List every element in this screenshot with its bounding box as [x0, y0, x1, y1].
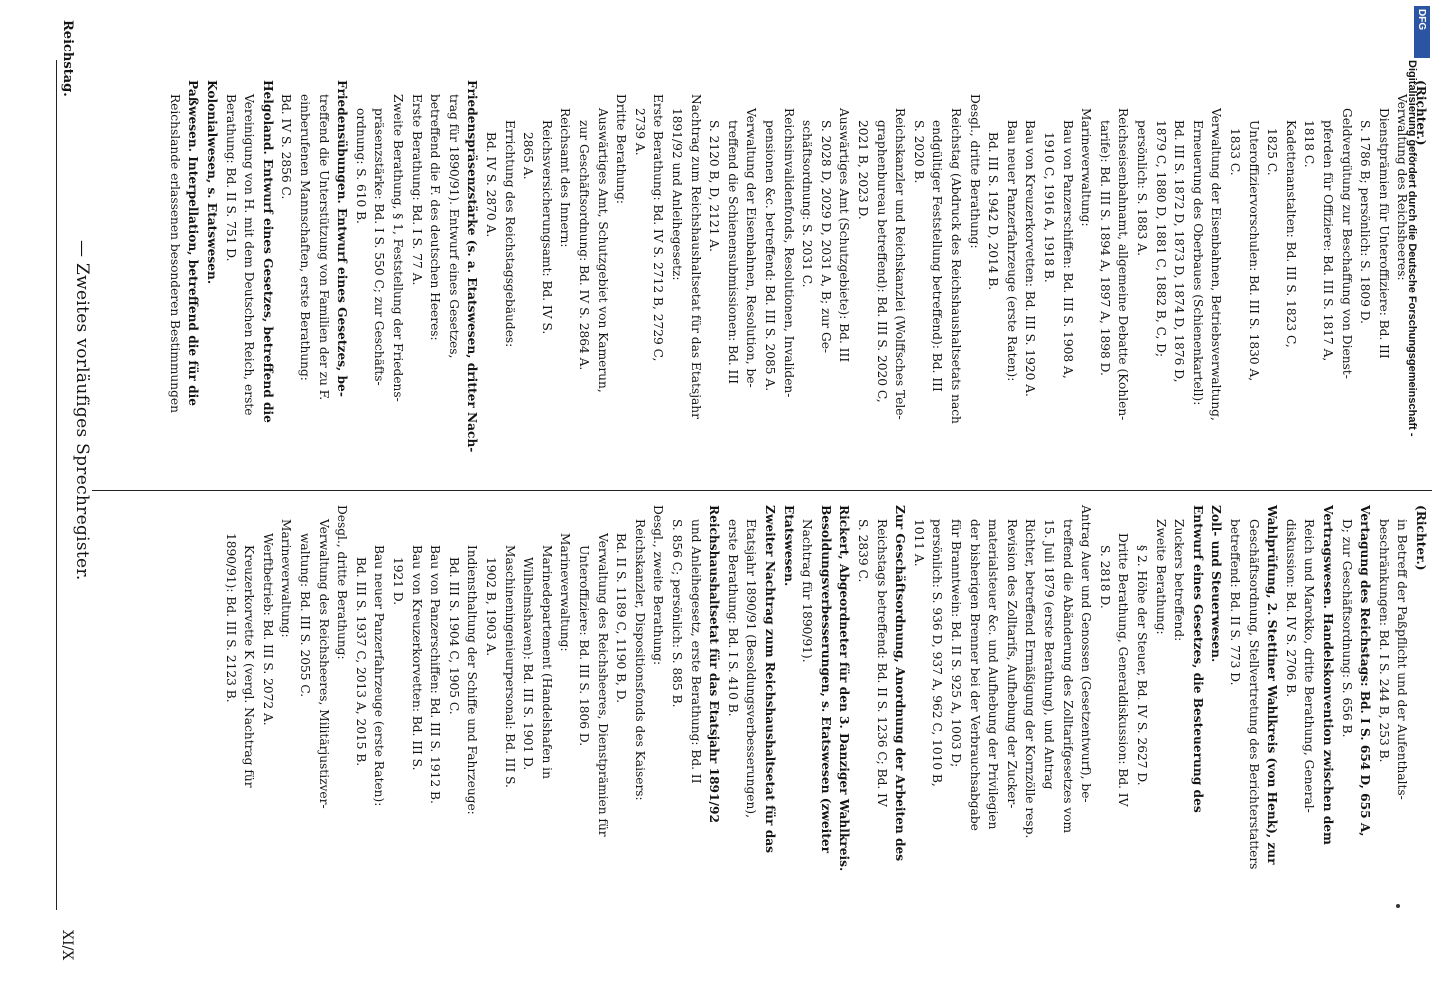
left-column-line: Verwaltung der Eisenbahnen, Resolution, be-: [744, 108, 759, 388]
left-column-line: Bd. III S. 1942 D, 2014 B.: [986, 132, 1001, 291]
right-column-line: Werftbetrieb: Bd. III S. 2072 A.: [260, 533, 275, 726]
left-column-line: schäftsordnung: S. 2031 C.: [800, 120, 815, 288]
right-column-line: Verwaltung des Reichsheeres, Dienstprämien für: [595, 533, 610, 837]
right-column-line: Zoll- und Steuerwesen.: [1209, 505, 1224, 663]
right-column-line: Zuckers betreffend:: [1172, 519, 1187, 642]
right-column-line: Desgl., dritte Berathung:: [335, 505, 350, 660]
left-column-line: Berathung: Bd. II S. 751 D.: [223, 94, 238, 262]
right-column-line: waltung: Bd. III S. 2055 C.: [298, 533, 312, 698]
right-column-line: 1921 D.: [391, 557, 405, 606]
digitization-watermark: [1400, 60, 1420, 1000]
left-column-line: Bau von Kreuzerkorvetten: Bd. III S. 1920 A.: [1023, 120, 1038, 397]
left-column-line: endgültiger Feststellung betreffend): Bd. III: [930, 120, 945, 392]
left-column-line: Reichstag (Abdruck des Reichshaushaltsetats nach: [949, 108, 963, 424]
left-column-line: persönlich: S. 1883 A.: [1135, 120, 1149, 256]
right-column-line: Revision des Zolltarifs, Aufhebung der Zucker-: [1004, 519, 1019, 809]
right-column-line: materialsteuer &c. und Aufhebung der Privilegien: [986, 519, 1001, 830]
right-column-line: für Branntwein: Bd. II S. 925 A, 1003 D;: [949, 519, 963, 768]
right-column-line: Marineverwaltung:: [279, 519, 294, 638]
left-column-line: treffend die Schienensubmissionen: Bd. III: [725, 120, 740, 385]
right-column-line: 15. Juli 1879 (erste Berathung), und Antrag: [1042, 519, 1056, 790]
right-column-line: D; zur Geschäftsordnung: S. 656 B.: [1339, 519, 1354, 738]
left-column-line: einberufenen Mannschaften, erste Berathung:: [298, 94, 312, 381]
page-number: XI/X: [59, 930, 75, 961]
left-column-line: Reichskanzler und Reichskanzlei (Wolffsches Tele-: [893, 108, 908, 420]
right-column-line: Etatswesen.: [781, 505, 796, 587]
right-column-line: Reichskanzler, Dispositionsfonds des Kaisers:: [632, 519, 647, 801]
left-column-line: Erste Berathung: Bd. I S. 77 A.: [409, 94, 424, 286]
left-column-line: Verwaltung des Reichsheeres:: [1395, 94, 1410, 281]
right-column-line: Reich und Marokko, dritte Berathung, General-: [1302, 519, 1317, 813]
left-column-line: graphenbureau betreffend): Bd. III S. 2020 C,: [874, 120, 889, 403]
dfg-logo: [1414, 6, 1430, 58]
left-column-line: Reichsinvalidenfonds, Resolutionen, Invaliden-: [781, 108, 796, 398]
left-column-line: S. 2028 D, 2029 D, 2031 A, B; zur Ge-: [818, 120, 833, 354]
left-column-line: Kadettenanstalten: Bd. III S. 1823 C,: [1283, 120, 1298, 348]
right-column-line: Etatsjahr 1890/91 (Besoldungsverbesserungen),: [744, 519, 759, 818]
left-column-line: S. 1786 B; persönlich: S. 1809 D.: [1358, 120, 1373, 324]
right-column-line: Unteroffiziere: Bd. III S. 1806 D.: [577, 545, 591, 747]
right-column-line: persönlich: S. 936 D, 937 A, 962 C, 1010 B,: [930, 519, 945, 787]
left-column-line: Dienstprämien für Unteroffiziere: Bd. III: [1376, 108, 1391, 359]
left-column-line: treffend die Unterstützung von Familien der zu F.: [316, 94, 331, 401]
right-column-lines: [92, 505, 1432, 925]
left-column-line: Paßwesen. Interpellation, betreffend die für die: [186, 80, 201, 407]
left-column-line: Reichseisenbahnamt, allgemeine Debatte (Kohlen-: [1116, 108, 1131, 421]
right-column: [92, 505, 1432, 925]
right-column-line: Maschineningenieurpersonal: Bd. III S.: [502, 545, 517, 788]
right-column-line: Geschäftsordnung, Stellvertretung des Berichterstatters: [1246, 519, 1261, 870]
header-title: — Zweites vorläufiges Sprechregister.: [72, 240, 92, 581]
left-column-line: Reichsversicherungsamt: Bd. IV S.: [539, 120, 554, 335]
right-column-line: Kreuzerkorvette K (vergl. Nachtrag für: [242, 545, 257, 788]
right-column-line: beschränkungen: Bd. I S. 244 B, 253 B.: [1376, 519, 1391, 763]
right-column-line: Vertagung des Reichstags: Bd. I S. 654 D, 655 A,: [1358, 505, 1373, 837]
right-column-line: 1902 B, 1903 A.: [484, 557, 498, 657]
right-column-line: Indiensthaltung der Schiffe und Fahrzeuge:: [465, 545, 480, 815]
right-column-line: Richter, betreffend Ermäßigung der Kornzölle resp.: [1023, 519, 1038, 839]
right-column-line: Dritte Berathung, Generaldiskussion: Bd. IV: [1116, 533, 1131, 807]
left-column-line: ordnung: S. 610 B.: [353, 108, 368, 224]
left-column-line: Bau neuer Panzerfahrzeuge (erste Raten):: [1004, 120, 1019, 382]
left-column-line: Desgl., dritte Berathung:: [967, 94, 982, 249]
left-column-line: (Richter.): [1414, 80, 1428, 146]
left-column-line: Friedensübungen. Entwurf eines Gesetzes, be-: [335, 80, 350, 397]
left-column-line: Unteroffiziervorschulen: Bd. III S. 1830 A,: [1246, 120, 1261, 382]
right-column-line: Reichshaushaltsetat für das Etatsjahr 1891/92: [707, 505, 722, 823]
right-column-line: 1890/91): Bd. III S. 2123 B.: [223, 533, 238, 703]
left-column-line: Friedenspräsenzstärke (s. a. Etatswesen, dritter Nach-: [465, 80, 480, 453]
right-column-line: Bd. III S. 1904 C, 1905 C.: [446, 557, 461, 715]
watermark-text: Digitalisierung gefördert durch die Deutsche Forschungsgemeinschaft -: [1406, 60, 1418, 437]
right-column-line: Marineverwaltung:: [558, 533, 573, 652]
left-column-line: Bd. III S. 1872 D, 1873 D, 1874 D, 1876 D,: [1172, 120, 1187, 383]
left-column-line: 2739 A.: [632, 108, 647, 156]
right-column-line: S. 2839 C.: [856, 519, 870, 583]
right-column-line: Bau von Panzerschiffen: Bd. III S. 1912 B.: [428, 545, 443, 804]
left-column-line: Geldvergütung zur Beschaffung von Dienst-: [1339, 108, 1354, 379]
left-column-line: Verwaltung der Eisenbahnen, Betriebsverwaltung,: [1209, 108, 1224, 421]
left-column-line: S. 2020 B.: [911, 120, 926, 184]
right-column-line: § 2. Höhe der Steuer, Bd. IV S. 2627 D.: [1135, 545, 1149, 786]
column-divider: [92, 490, 1432, 491]
right-column-line: Besoldungsverbesserungen, s. Etatswesen (zweiter: [818, 505, 833, 854]
right-column-line: der bisherigen Brenner bei der Verbrauchsabgabe: [967, 519, 982, 831]
left-column-line: Auswärtiges Amt (Schutzgebiete): Bd. III: [837, 108, 852, 363]
dfg-logo-text: DFG: [1416, 9, 1427, 31]
left-column-line: Nachtrag zum Reichshaushaltsetat für das Etatsjahr: [688, 94, 703, 419]
right-column-line: und Anleihegesetz, erste Berathung: Bd. II: [688, 519, 703, 784]
right-column-line: Zur Geschäftsordnung, Anordnung der Arbeiten des: [893, 505, 908, 862]
left-column-line: Bau von Panzerschiffen: Bd. III S. 1908 A,: [1060, 120, 1075, 379]
left-column-line: Bd. IV S. 2870 A.: [484, 132, 498, 238]
right-column-line: S. 2818 D.: [1097, 545, 1112, 609]
left-column-line: 1818 C.: [1302, 120, 1317, 168]
right-column-line: Zweiter Nachtrag zum Reichshaushaltsetat für das: [763, 505, 777, 853]
left-column-line: tarife): Bd. III S. 1894 A, 1897 A, 1898 D.: [1097, 120, 1112, 376]
left-column-line: pferden für Offiziere: Bd. III S. 1817 A,: [1321, 120, 1335, 362]
left-column-line: Erneuerung des Oberbaues (Schienenkartell):: [1190, 120, 1205, 406]
right-column-line: Bau von Kreuzerkorvetten: Bd. III S.: [409, 545, 424, 771]
right-column-line: Bd. II S. 1189 C, 1190 B, D.: [614, 533, 629, 704]
right-column-line: Vertragswesen. Handelskonvention zwischen dem: [1321, 505, 1335, 845]
left-column-line: Bd. IV S. 2856 C.: [279, 94, 294, 200]
right-column-line: Marinedepartement (Handelshafen in: [539, 545, 554, 779]
left-column-line: Errichtung des Reichstagsgebäudes:: [502, 120, 517, 348]
left-column-line: Marineverwaltung:: [1079, 108, 1094, 227]
left-column: [92, 80, 1432, 480]
left-column-line: 1891/92 und Anleihegesetz:: [670, 108, 684, 281]
right-column-line: Nachtrag für 1890/91).: [800, 519, 815, 663]
left-column-line: Kolonialwesen, s. Etatswesen.: [205, 80, 219, 285]
left-column-line: 1825 C.: [1265, 128, 1280, 176]
left-column-line: zur Geschäftsordnung: Bd. IV S. 2864 A.: [577, 120, 591, 371]
right-column-line: Bau neuer Panzerfahrzeuge (erste Raten):: [372, 545, 387, 807]
right-column-line: Verwaltung des Reichsheeres, Militärjustizver-: [316, 519, 331, 809]
right-column-line: Wahlprüfung, 2. Stettiner Wahlkreis (von Henk), zur: [1265, 505, 1280, 865]
left-column-line: betreffend die F. des deutschen Heeres:: [428, 94, 443, 341]
right-column-line: (Richter.): [1414, 505, 1428, 571]
left-column-line: 1833 C.: [1228, 128, 1242, 176]
header-left: Reichstag.: [60, 20, 75, 97]
left-column-line: Reichslande erlassenen besonderen Bestimmungen: [167, 94, 182, 413]
left-column-line: Erste Berathung: Bd. IV S. 2712 B, 2729 C,: [651, 94, 666, 362]
right-column-line: Wilhelmshaven): Bd. III S. 1901 D.: [521, 557, 536, 771]
header-rule: [56, 60, 57, 910]
right-column-line: erste Berathung: Bd. I S. 410 B.: [725, 519, 740, 717]
scan-speck: [1396, 904, 1400, 908]
right-column-line: Zweite Berathung:: [1153, 519, 1168, 635]
right-column-line: S. 856 C; persönlich: S. 885 B.: [670, 519, 684, 708]
left-column-line: präsenzstärke: Bd. I S. 550 C; zur Geschäfts-: [372, 108, 387, 386]
left-column-line: Zweite Berathung, § 1, Feststellung der Friedens-: [391, 94, 405, 402]
right-column-line: Desgl., zweite Berathung:: [651, 505, 666, 666]
left-column-line: 2865 A.: [521, 132, 536, 180]
left-column-line: Helgoland. Entwurf eines Gesetzes, betreffend die: [260, 80, 275, 423]
left-column-line: trag für 1890/91). Entwurf eines Gesetzes,: [446, 94, 461, 359]
left-column-line: S. 2120 B, D, 2121 A.: [707, 120, 722, 252]
right-column-line: betreffend: Bd. II S. 773 D.: [1228, 519, 1242, 686]
left-column-line: Dritte Berathung:: [614, 94, 629, 204]
right-column-line: diskussion: Bd. IV S. 2706 B.: [1283, 519, 1298, 698]
right-column-line: Bd. III S. 1937 C, 2013 A, 2015 B.: [353, 557, 368, 767]
left-column-line: 1910 C, 1916 A, 1918 B.: [1042, 132, 1056, 283]
left-column-line: Auswärtiges Amt, Schutzgebiet von Kamerun,: [595, 108, 610, 393]
left-column-line: Vereinigung von H. mit dem Deutschen Reich, erste: [242, 94, 257, 416]
left-column-line: 1879 C, 1880 D, 1881 C, 1882 B, C, D;: [1153, 120, 1168, 358]
right-column-line: treffend die Abänderung des Zolltarifgesetzes vom: [1060, 519, 1075, 834]
left-column-line: 2021 B, 2023 D.: [856, 120, 870, 220]
right-column-line: in Betreff der Paßpflicht und der Aufenthalts-: [1395, 519, 1410, 800]
right-column-line: Reichstags betreffend: Bd. II S. 1236 C; Bd. IV: [874, 519, 889, 807]
left-column-lines: [92, 80, 1432, 480]
right-column-line: 1011 A.: [911, 519, 926, 567]
right-column-line: Rickert, Abgeordneter für den 3. Danziger Wahlkreis.: [837, 505, 852, 872]
left-column-line: pensionen &c. betreffend: Bd. III S. 2085 A.: [763, 120, 777, 392]
right-column-line: Entwurf eines Gesetzes, die Besteuerung des: [1190, 505, 1205, 813]
right-column-line: Antrag Auer und Genossen (Gesetzentwurf), be-: [1079, 505, 1094, 803]
left-column-line: Reichsamt des Innern:: [558, 108, 573, 248]
